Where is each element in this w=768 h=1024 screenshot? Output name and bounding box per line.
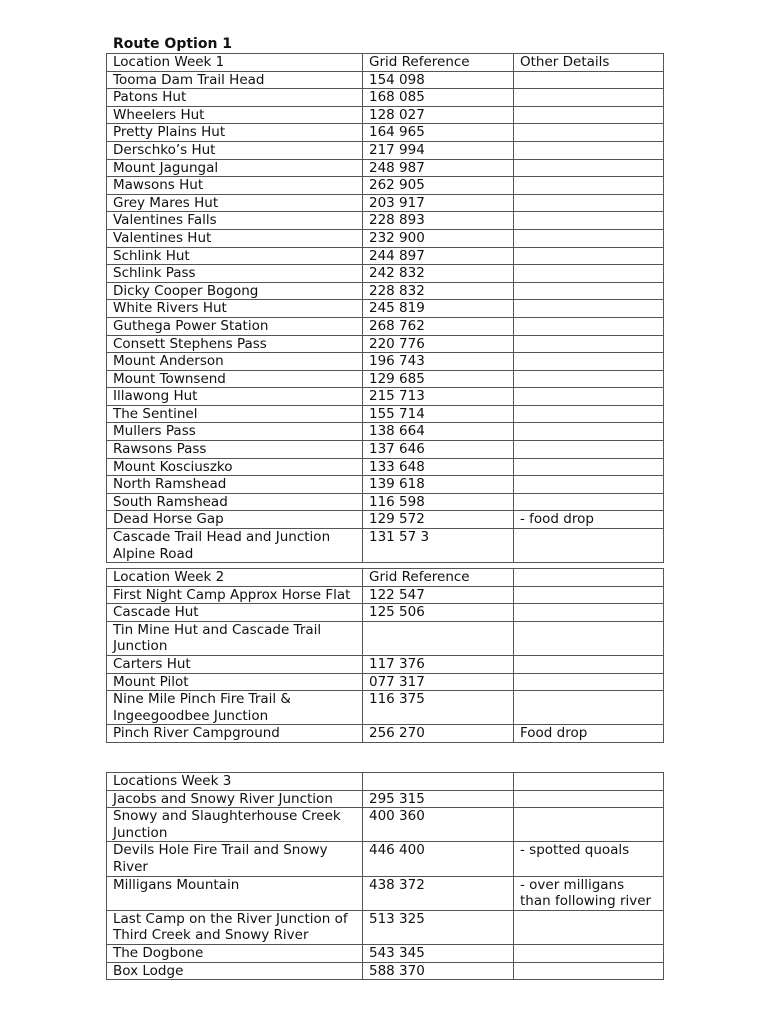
table-row (107, 159, 664, 177)
table-row (107, 106, 664, 124)
location-cell: Mount Kosciuszko (107, 458, 363, 476)
other-details-cell (514, 247, 664, 265)
other-details-cell (514, 441, 664, 459)
table-row (107, 944, 664, 962)
table-row (107, 124, 664, 142)
location-cell: Schlink Pass (107, 265, 363, 283)
location-cell: Tin Mine Hut and Cascade Trail Junction (107, 621, 363, 655)
other-details-cell (514, 655, 664, 673)
location-cell: Mount Townsend (107, 370, 363, 388)
location-cell: The Sentinel (107, 405, 363, 423)
grid-reference-cell (363, 621, 514, 655)
grid-reference-cell: 122 547 (363, 586, 514, 604)
other-details-cell (514, 586, 664, 604)
table-row (107, 282, 664, 300)
table-row (107, 89, 664, 107)
location-header: Location Week 2 (107, 569, 363, 587)
grid-reference-cell: 232 900 (363, 229, 514, 247)
grid-reference-cell: 256 270 (363, 725, 514, 743)
location-cell: Last Camp on the River Junction of Third Creek and Snowy River (107, 910, 363, 944)
table-row (107, 790, 664, 808)
other-details-header: Other Details (514, 54, 664, 72)
location-cell: Mullers Pass (107, 423, 363, 441)
location-cell: Pretty Plains Hut (107, 124, 363, 142)
other-details-cell (514, 673, 664, 691)
location-cell: Wheelers Hut (107, 106, 363, 124)
other-details-cell: - over milligans than following river (514, 876, 664, 910)
other-details-cell (514, 177, 664, 195)
grid-reference-cell: 129 685 (363, 370, 514, 388)
other-details-header (514, 773, 664, 791)
grid-reference-cell: 139 618 (363, 476, 514, 494)
table-row (107, 441, 664, 459)
table-row (107, 808, 664, 842)
location-cell: Grey Mares Hut (107, 194, 363, 212)
grid-reference-cell: 196 743 (363, 353, 514, 371)
location-cell: Consett Stephens Pass (107, 335, 363, 353)
table-row (107, 335, 664, 353)
other-details-cell: Food drop (514, 725, 664, 743)
table-row (107, 511, 664, 529)
grid-reference-cell: 446 400 (363, 842, 514, 876)
grid-reference-cell: 137 646 (363, 441, 514, 459)
table-row (107, 247, 664, 265)
location-cell: Mount Jagungal (107, 159, 363, 177)
grid-reference-cell: 400 360 (363, 808, 514, 842)
other-details-cell (514, 229, 664, 247)
location-cell: Milligans Mountain (107, 876, 363, 910)
grid-reference-cell: 438 372 (363, 876, 514, 910)
other-details-cell: - spotted quoals (514, 842, 664, 876)
other-details-cell (514, 370, 664, 388)
table-row (107, 529, 664, 563)
other-details-cell (514, 282, 664, 300)
table-row (107, 691, 664, 725)
other-details-cell (514, 910, 664, 944)
table-row (107, 141, 664, 159)
table-row (107, 388, 664, 406)
other-details-cell (514, 141, 664, 159)
location-cell: Nine Mile Pinch Fire Trail & Ingeegoodbee Junction (107, 691, 363, 725)
grid-reference-cell: 245 819 (363, 300, 514, 318)
grid-reference-cell: 268 762 (363, 317, 514, 335)
location-cell: Schlink Hut (107, 247, 363, 265)
table-row (107, 493, 664, 511)
grid-reference-cell: 117 376 (363, 655, 514, 673)
grid-reference-cell: 116 375 (363, 691, 514, 725)
grid-reference-cell: 295 315 (363, 790, 514, 808)
other-details-cell (514, 388, 664, 406)
table-row (107, 353, 664, 371)
location-cell: North Ramshead (107, 476, 363, 494)
table-row (107, 604, 664, 622)
grid-reference-cell: 168 085 (363, 89, 514, 107)
grid-reference-cell: 077 317 (363, 673, 514, 691)
location-cell: Carters Hut (107, 655, 363, 673)
location-cell: Guthega Power Station (107, 317, 363, 335)
location-cell: Mount Anderson (107, 353, 363, 371)
grid-reference-cell: 228 893 (363, 212, 514, 230)
location-cell: Devils Hole Fire Trail and Snowy River (107, 842, 363, 876)
grid-reference-cell: 154 098 (363, 71, 514, 89)
other-details-cell (514, 405, 664, 423)
other-details-cell (514, 621, 664, 655)
location-cell: Dead Horse Gap (107, 511, 363, 529)
table-row (107, 212, 664, 230)
grid-reference-cell: 217 994 (363, 141, 514, 159)
table-row (107, 317, 664, 335)
table-row (107, 405, 664, 423)
table-row (107, 586, 664, 604)
other-details-header (514, 569, 664, 587)
grid-reference-cell: 125 506 (363, 604, 514, 622)
grid-reference-cell: 262 905 (363, 177, 514, 195)
other-details-cell (514, 808, 664, 842)
table-row (107, 71, 664, 89)
location-cell: Dicky Cooper Bogong (107, 282, 363, 300)
table-header-row (107, 569, 664, 587)
other-details-cell (514, 476, 664, 494)
location-cell: Jacobs and Snowy River Junction (107, 790, 363, 808)
grid-reference-cell: 220 776 (363, 335, 514, 353)
other-details-cell (514, 529, 664, 563)
table-row (107, 655, 664, 673)
other-details-cell (514, 71, 664, 89)
table-row (107, 423, 664, 441)
other-details-cell (514, 159, 664, 177)
grid-reference-cell: 131 57 3 (363, 529, 514, 563)
table-row (107, 673, 664, 691)
grid-reference-header (363, 773, 514, 791)
location-cell: Mount Pilot (107, 673, 363, 691)
table-row (107, 476, 664, 494)
other-details-cell (514, 212, 664, 230)
route-table-week-1 (106, 53, 664, 563)
table-row (107, 621, 664, 655)
table-row (107, 962, 664, 980)
route-table-week-2 (106, 568, 664, 743)
other-details-cell (514, 691, 664, 725)
location-cell: Snowy and Slaughterhouse Creek Junction (107, 808, 363, 842)
location-cell: Valentines Falls (107, 212, 363, 230)
other-details-cell (514, 962, 664, 980)
location-cell: White Rivers Hut (107, 300, 363, 318)
grid-reference-cell: 248 987 (363, 159, 514, 177)
location-cell: First Night Camp Approx Horse Flat (107, 586, 363, 604)
location-header: Locations Week 3 (107, 773, 363, 791)
location-cell: Patons Hut (107, 89, 363, 107)
table-row (107, 265, 664, 283)
other-details-cell (514, 423, 664, 441)
other-details-cell (514, 89, 664, 107)
grid-reference-cell: 244 897 (363, 247, 514, 265)
grid-reference-cell: 228 832 (363, 282, 514, 300)
route-table-week-3 (106, 772, 664, 980)
grid-reference-cell: 215 713 (363, 388, 514, 406)
grid-reference-cell: 138 664 (363, 423, 514, 441)
location-cell: Pinch River Campground (107, 725, 363, 743)
location-cell: Rawsons Pass (107, 441, 363, 459)
other-details-cell (514, 604, 664, 622)
other-details-cell (514, 300, 664, 318)
grid-reference-cell: 133 648 (363, 458, 514, 476)
grid-reference-cell: 129 572 (363, 511, 514, 529)
table-row (107, 370, 664, 388)
grid-reference-cell: 203 917 (363, 194, 514, 212)
other-details-cell (514, 944, 664, 962)
table-row (107, 876, 664, 910)
other-details-cell (514, 106, 664, 124)
location-cell: Illawong Hut (107, 388, 363, 406)
location-cell: Derschko’s Hut (107, 141, 363, 159)
location-cell: Cascade Hut (107, 604, 363, 622)
other-details-cell (514, 335, 664, 353)
grid-reference-cell: 164 965 (363, 124, 514, 142)
other-details-cell (514, 458, 664, 476)
grid-reference-header: Grid Reference (363, 569, 514, 587)
other-details-cell (514, 124, 664, 142)
grid-reference-cell: 242 832 (363, 265, 514, 283)
table-row (107, 194, 664, 212)
table-header-row (107, 54, 664, 72)
location-cell: Mawsons Hut (107, 177, 363, 195)
other-details-cell (514, 317, 664, 335)
grid-reference-cell: 543 345 (363, 944, 514, 962)
other-details-cell (514, 194, 664, 212)
document-title: Route Option 1 (113, 36, 233, 52)
grid-reference-cell: 128 027 (363, 106, 514, 124)
other-details-cell: - food drop (514, 511, 664, 529)
table-row (107, 842, 664, 876)
table-row (107, 177, 664, 195)
other-details-cell (514, 353, 664, 371)
location-cell: Valentines Hut (107, 229, 363, 247)
table-row (107, 300, 664, 318)
table-row (107, 458, 664, 476)
other-details-cell (514, 265, 664, 283)
table-header-row (107, 773, 664, 791)
grid-reference-cell: 513 325 (363, 910, 514, 944)
table-row (107, 229, 664, 247)
grid-reference-cell: 116 598 (363, 493, 514, 511)
location-cell: The Dogbone (107, 944, 363, 962)
other-details-cell (514, 493, 664, 511)
table-row (107, 725, 664, 743)
location-cell: South Ramshead (107, 493, 363, 511)
location-cell: Box Lodge (107, 962, 363, 980)
grid-reference-header: Grid Reference (363, 54, 514, 72)
location-header: Location Week 1 (107, 54, 363, 72)
location-cell: Tooma Dam Trail Head (107, 71, 363, 89)
location-cell: Cascade Trail Head and Junction Alpine Road (107, 529, 363, 563)
table-row (107, 910, 664, 944)
grid-reference-cell: 155 714 (363, 405, 514, 423)
grid-reference-cell: 588 370 (363, 962, 514, 980)
other-details-cell (514, 790, 664, 808)
